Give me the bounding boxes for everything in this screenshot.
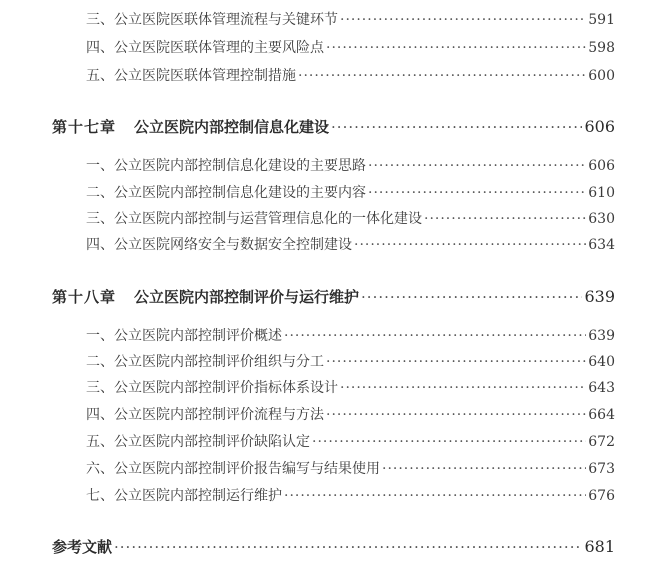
toc-entry[interactable]: [86, 458, 615, 478]
toc-entry-title: 四、公立医院医联体管理的主要风险点: [86, 40, 324, 56]
toc-entry-page: 634: [588, 237, 615, 253]
toc-entry[interactable]: [86, 37, 615, 57]
toc-entry-page: 672: [588, 434, 615, 450]
toc-entry-page: 664: [588, 407, 615, 423]
toc-leader-dots: [424, 211, 586, 227]
toc-entry[interactable]: [86, 155, 615, 175]
toc-entry[interactable]: [86, 325, 615, 345]
toc-chapter-page: 606: [584, 117, 615, 136]
toc-references[interactable]: [52, 536, 615, 557]
toc-leader-dots: [368, 158, 586, 174]
toc-leader-dots: [382, 461, 586, 477]
toc-chapter-page: 639: [584, 287, 615, 306]
toc-leader-dots: [114, 538, 582, 556]
toc-leader-dots: [354, 237, 586, 253]
toc-entry-page: 640: [588, 354, 615, 370]
toc-entry[interactable]: [86, 182, 615, 202]
toc-leader-dots: [368, 185, 586, 201]
toc-entry[interactable]: [86, 234, 615, 254]
chapter-heading: [52, 116, 329, 137]
toc-entry-title: 五、公立医院医联体管理控制措施: [86, 68, 296, 84]
chapter-number: 第十七章: [52, 118, 117, 136]
chapter-number: 第十八章: [52, 288, 117, 306]
references-title: 参考文献: [52, 538, 113, 556]
toc-entry-title: 三、公立医院医联体管理流程与关键环节: [86, 12, 338, 28]
toc-entry-page: 598: [588, 40, 615, 56]
toc-entry-title: 一、公立医院内部控制评价概述: [86, 328, 282, 344]
toc-leader-dots: [326, 40, 586, 56]
toc-entry[interactable]: [86, 9, 615, 29]
toc-entry-title: 六、公立医院内部控制评价报告编写与结果使用: [86, 461, 380, 477]
toc-entry[interactable]: [86, 208, 615, 228]
chapter-title: 公立医院内部控制评价与运行维护: [134, 288, 360, 306]
toc-leader-dots: [361, 288, 582, 306]
toc-entry-page: 676: [588, 488, 615, 504]
toc-entry-title: 二、公立医院内部控制信息化建设的主要内容: [86, 185, 366, 201]
toc-entry-title: 七、公立医院内部控制运行维护: [86, 488, 282, 504]
toc-entry[interactable]: [86, 431, 615, 451]
toc-entry-title: 一、公立医院内部控制信息化建设的主要思路: [86, 158, 366, 174]
toc-entry-title: 二、公立医院内部控制评价组织与分工: [86, 354, 324, 370]
chapter-heading: [52, 286, 359, 307]
toc-entry-title: 四、公立医院内部控制评价流程与方法: [86, 407, 324, 423]
toc-leader-dots: [298, 68, 586, 84]
toc-entry-title: 三、公立医院内部控制评价指标体系设计: [86, 380, 338, 396]
toc-leader-dots: [312, 434, 586, 450]
toc-leader-dots: [340, 380, 586, 396]
toc-leader-dots: [284, 328, 586, 344]
toc-chapter-18[interactable]: [52, 286, 615, 307]
toc-entry[interactable]: [86, 65, 615, 85]
toc-entry-page: 600: [588, 68, 615, 84]
toc-leader-dots: [326, 354, 586, 370]
toc-entry-page: 606: [588, 158, 615, 174]
toc-entry-page: 639: [588, 328, 615, 344]
toc-leader-dots: [326, 407, 586, 423]
toc-entry[interactable]: [86, 351, 615, 371]
toc-leader-dots: [331, 118, 582, 136]
toc-entry-title: 四、公立医院网络安全与数据安全控制建设: [86, 237, 352, 253]
toc-entry[interactable]: [86, 404, 615, 424]
toc-entry[interactable]: [86, 377, 615, 397]
toc-entry-page: 643: [588, 380, 615, 396]
toc-entry-page: 673: [588, 461, 615, 477]
toc-leader-dots: [340, 12, 586, 28]
toc-entry-title: 三、公立医院内部控制与运营管理信息化的一体化建设: [86, 211, 422, 227]
references-page: 681: [584, 537, 615, 556]
toc-chapter-17[interactable]: [52, 116, 615, 137]
toc-entry-page: 630: [588, 211, 615, 227]
toc-leader-dots: [284, 488, 586, 504]
toc-entry-title: 五、公立医院内部控制评价缺陷认定: [86, 434, 310, 450]
toc-entry[interactable]: [86, 485, 615, 505]
toc-entry-page: 591: [588, 12, 615, 28]
toc-entry-page: 610: [588, 185, 615, 201]
chapter-title: 公立医院内部控制信息化建设: [134, 118, 330, 136]
